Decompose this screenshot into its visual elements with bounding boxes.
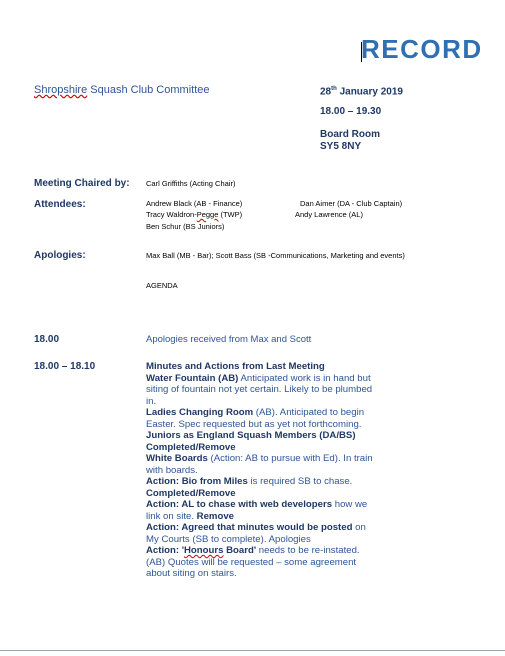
attendee-andrew: Andrew Black (AB - Finance): [146, 199, 243, 208]
attendee-tracy-surname: Pegge: [196, 210, 219, 219]
item-web-dev-title: Action: AL to chase with web developers: [146, 499, 333, 510]
meeting-date: [320, 86, 403, 97]
agenda-heading: AGENDA: [146, 281, 178, 290]
item-honours-prefix: Action: ': [146, 545, 184, 556]
item-ladies-changing: [146, 407, 380, 430]
page-bottom-divider: [0, 650, 505, 651]
chaired-label: Meeting Chaired by:: [34, 178, 130, 189]
minutes-heading: Minutes and Actions from Last Meeting: [146, 361, 325, 372]
date-day: 28: [320, 86, 332, 98]
meeting-postcode: SY5 8NY: [320, 141, 362, 152]
item-bio-text: is required SB to chase.: [247, 476, 353, 487]
item-water-fountain-text: Anticipated work is in hand but siting of fountain not yet certain. Likely to be plumbed in.: [146, 372, 373, 407]
item-ladies-changing-title: Ladies Changing Room: [146, 407, 254, 418]
item-web-dev: [146, 499, 380, 522]
item-bio: [146, 476, 380, 488]
item-water-fountain: [146, 373, 380, 408]
club-name-rest: Squash Club Committee: [87, 84, 210, 96]
item-ladies-changing-text: (AB). Anticipated to begin Easter. Spec requested but as yet not forthcoming.: [146, 407, 365, 430]
club-name: [34, 84, 209, 96]
date-suffix: th: [331, 86, 337, 92]
item-web-dev-text: how we link on site.: [146, 499, 368, 522]
date-rest: January 2019: [336, 86, 403, 98]
item-bio-title: Action: Bio from Miles: [146, 476, 248, 487]
chaired-value: Carl Griffiths (Acting Chair): [146, 179, 236, 188]
attendee-dan: Dan Aimer (DA - Club Captain): [300, 199, 403, 208]
item-minutes-posted-title: Action: Agreed that minutes would be posted: [146, 522, 353, 533]
minutes-body: [146, 361, 380, 580]
item-white-boards: [146, 453, 380, 476]
meeting-room: Board Room: [320, 129, 380, 140]
attendee-ben: Ben Schur (BS Juniors): [146, 222, 225, 231]
attendee-tracy: [146, 210, 242, 219]
item-juniors-title: Juniors as England Squash Members: [146, 430, 317, 441]
item-white-boards-text: (Action: AB to pursue with Ed). In train with boards.: [146, 453, 373, 476]
item-minutes-posted: [146, 522, 380, 545]
item-honours-board-word: Board': [223, 545, 257, 556]
attendee-tracy-first: Tracy Waldron-: [146, 210, 197, 219]
attendees-label: Attendees:: [34, 199, 86, 210]
club-name-prefix: Shropshire: [34, 84, 88, 96]
item-bio-status: Completed/Remove: [146, 487, 236, 499]
item-water-fountain-title: Water Fountain (AB): [146, 372, 239, 384]
meeting-time: 18.00 – 19.30: [320, 106, 382, 117]
item-minutes-posted-text: on My Courts (SB to complete). Apologies: [146, 522, 366, 545]
record-heading: RECORD: [361, 34, 483, 64]
item-juniors-status: Completed/Remove: [146, 441, 236, 453]
agenda-time-1: 18.00: [34, 334, 60, 345]
item-white-boards-title: White Boards: [146, 453, 208, 464]
item-honours-board: [146, 545, 380, 580]
agenda-time-2: 18.00 – 18.10: [34, 361, 96, 372]
item-juniors-owner: (DA/BS): [316, 430, 356, 441]
attendee-tracy-initials: (TWP): [218, 210, 243, 219]
apologies-value: Max Ball (MB - Bar); Scott Bass (SB -Communications, Marketing and events): [146, 251, 405, 260]
apologies-label: Apologies:: [34, 250, 86, 261]
agenda-item-apologies: Apologies received from Max and Scott: [146, 334, 312, 345]
item-honours-text: needs to be re-instated. (AB) Quotes will be requested – some agreement about siting on stairs.: [146, 545, 360, 579]
attendee-andy: Andy Lawrence (AL): [295, 210, 363, 219]
item-web-dev-status: Remove: [196, 510, 234, 522]
item-juniors: [146, 430, 380, 442]
item-honours-word: Honours: [184, 545, 224, 556]
